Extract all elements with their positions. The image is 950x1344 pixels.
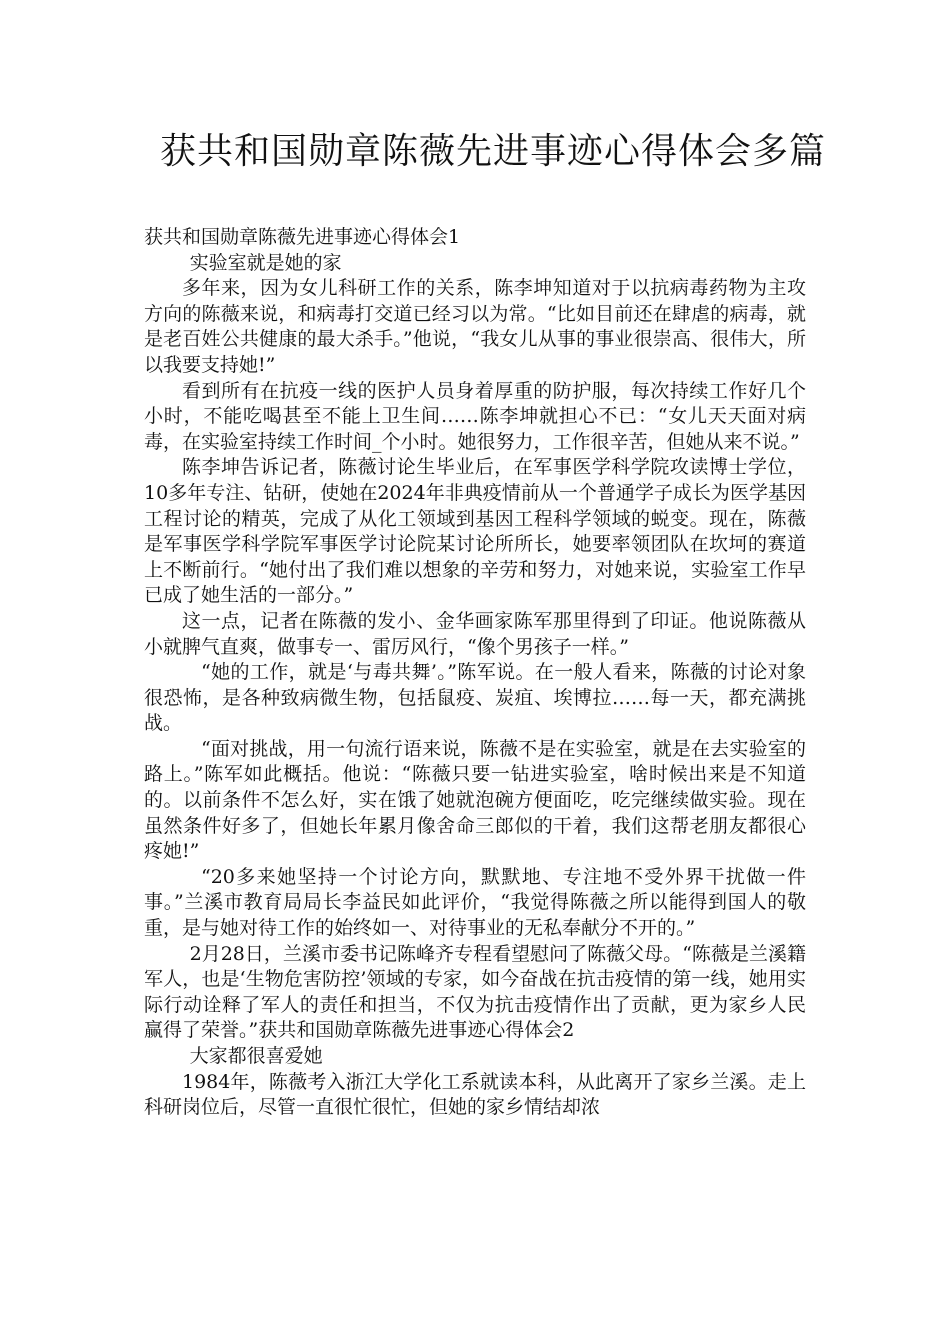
body-paragraph: “面对挑战，用一句流行语来说，陈薇不是在实验室，就是在去实验室的路上。”陈军如此概括。他说：“陈薇只要一钻进实验室，啥时候出来是不知道的。以前条件不怎么好，实在饿了她就泡碗方便面吃，吃完继续做实验。现在虽然条件好多了，但她长年累月像舍命三郎似的干着，我们这帮老朋友都很心疼她!” [144,737,806,863]
body-paragraph: 1984年，陈薇考入浙江大学化工系就读本科，从此离开了家乡兰溪。走上科研岗位后，尽管一直很忙很忙，但她的家乡情结却浓 [144,1070,806,1119]
body-paragraph: “20多来她坚持一个讨论方向，默默地、专注地不受外界干扰做一件事。”兰溪市教育局局长李益民如此评价，“我觉得陈薇之所以能得到国人的敬重，是与她对待工作的始终如一、对待事业的无私奉献分不开的。” [144,865,806,940]
body-paragraph: 这一点，记者在陈薇的发小、金华画家陈军那里得到了印证。他说陈薇从小就脾气直爽，做事专一、雷厉风行，“像个男孩子一样。” [144,609,806,658]
section-subheading: 大家都很喜爱她 [189,1045,323,1067]
body-paragraph: “她的工作，就是‘与毒共舞’。”陈军说。在一般人看来，陈薇的讨论对象很恐怖，是各种致病微生物，包括鼠疫、炭疽、埃博拉……每一天，都充满挑战。 [144,661,806,735]
body-paragraph: 陈李坤告诉记者，陈薇讨论生毕业后，在军事医学科学院攻读博士学位，10多年专注、钻研，使她在2024年非典疫情前从一个普通学子成长为医学基因工程讨论的精英，完成了从化工领域到基因工程科学领域的蜕变。现在，陈薇是军事医学科学院军事医学讨论院某讨论所所长，她要率领团队在坎坷的赛道上不断前行。“她付出了我们难以想象的辛劳和努力，对她来说，实验室工作早已成了她生活的一部分。” [144,456,806,607]
body-paragraph: 看到所有在抗疫一线的医护人员身着厚重的防护服，每次持续工作好几个小时，不能吃喝甚至不能上卫生间……陈李坤就担心不已：“女儿天天面对病毒，在实验室持续工作时间_个小时。她很努力，工作很辛苦，但她从来不说。” [144,379,806,453]
body-paragraph: 2月28日，兰溪市委书记陈峰齐专程看望慰问了陈薇父母。“陈薇是兰溪籍军人，也是‘生物危害防控’领域的专家，如今奋战在抗击疫情的第一线，她用实际行动诠释了军人的责任和担当，不仅为抗击疫情作出了贡献，更为家乡人民赢得了荣誉。”获共和国勋章陈薇先进事迹心得体会2 [144,942,806,1042]
document-title: 获共和国勋章陈薇先进事迹心得体会多篇 [159,131,826,172]
section-heading: 获共和国勋章陈薇先进事迹心得体会1 [144,226,461,248]
document-body [144,225,806,1121]
section-subheading: 实验室就是她的家 [189,251,342,274]
body-paragraph: 多年来，因为女儿科研工作的关系，陈李坤知道对于以抗病毒药物为主攻方向的陈薇来说，和病毒打交道已经习以为常。“比如目前还在肆虐的病毒，就是老百姓公共健康的最大杀手。”他说，“我女儿从事的事业很崇高、很伟大，所以我要支持她!” [144,277,806,376]
